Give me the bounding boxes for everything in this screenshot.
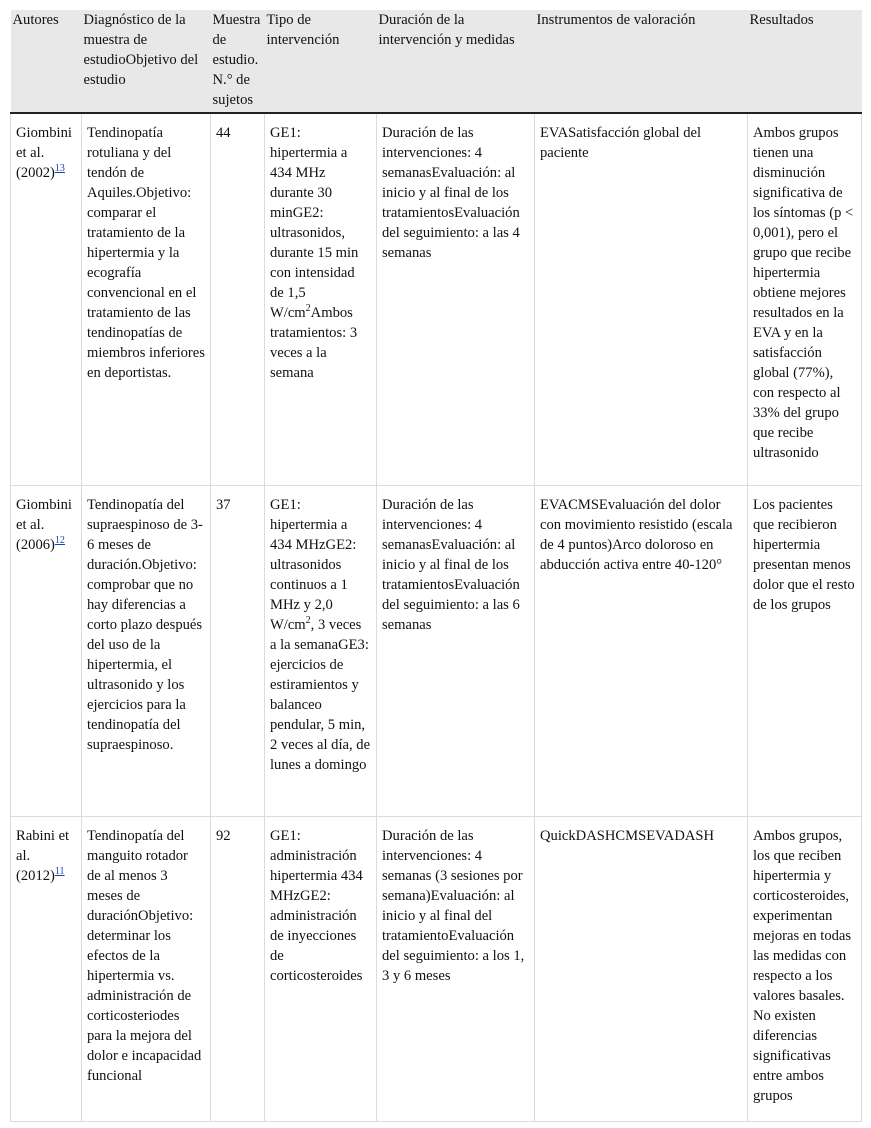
cell-diagnostico: Tendinopatía del supraespinoso de 3-6 meses de duración.Objetivo: comprobar que no hay diferencias a corto plazo después del uso de la hipertermia, el ultrasonido y los ejercicios para la tendinopatía del supraespinoso. xyxy=(82,486,211,817)
reference-link[interactable]: 11 xyxy=(54,866,65,878)
cell-resultados: Ambos grupos tienen una disminución significativa de los síntomas (p < 0,001), pero el grupo que recibe hipertermia obtiene mejores resultados en la EVA y en la satisfacción global (77%), con respecto al 33% del grupo que recibe ultrasonido xyxy=(748,113,862,486)
cell-duracion: Duración de las intervenciones: 4 semanasEvaluación: al inicio y al final de los tratamientosEvaluación del seguimiento: a las 6 semanas xyxy=(377,486,535,817)
intervention-text: GE1: hipertermia a 434 MHz durante 30 minGE2: ultrasonidos, durante 15 min con intensidad de 1,5 W/cm xyxy=(270,125,359,321)
authors-text: Giombini et al. (2006) xyxy=(16,497,72,553)
cell-muestra: 92 xyxy=(211,817,265,1122)
superscript: 2 xyxy=(305,303,311,315)
superscript: 2 xyxy=(305,615,311,627)
header-instrumentos: Instrumentos de valoración xyxy=(535,10,748,113)
header-muestra: Muestra de estudio. N.° de sujetos xyxy=(211,10,265,113)
header-duracion: Duración de la intervención y medidas xyxy=(377,10,535,113)
table-header-row xyxy=(11,10,862,113)
intervention-text: GE1: hipertermia a 434 MHzGE2: ultrasonidos continuos a 1 MHz y 2,0 W/cm xyxy=(270,497,357,633)
header-resultados: Resultados xyxy=(748,10,862,113)
cell-muestra: 37 xyxy=(211,486,265,817)
intervention-text-cont: Ambos tratamientos: 3 veces a la semana xyxy=(270,305,358,381)
authors-text: Giombini et al. (2002) xyxy=(16,125,72,181)
cell-tipo xyxy=(265,486,377,817)
header-autores: Autores xyxy=(11,10,82,113)
studies-table-container xyxy=(10,10,861,1122)
intervention-text-cont: , 3 veces a la semanaGE3: ejercicios de estiramientos y balanceo pendular, 5 min, 2 veces al día, de lunes a domingo xyxy=(270,617,371,773)
reference-link[interactable]: 13 xyxy=(54,163,65,175)
header-diagnostico: Diagnóstico de la muestra de estudioObjetivo del estudio xyxy=(82,10,211,113)
studies-table xyxy=(10,10,862,1122)
header-tipo: Tipo de intervención xyxy=(265,10,377,113)
cell-autores xyxy=(11,113,82,486)
cell-resultados: Ambos grupos, los que reciben hipertermia y corticosteroides, experimentan mejoras en todas las medidas con respecto a los valores basales. No existen diferencias significativas entre ambos grupos xyxy=(748,817,862,1122)
cell-instrumentos: EVACMSEvaluación del dolor con movimiento resistido (escala de 4 puntos)Arco doloroso en abducción activa entre 40-120° xyxy=(535,486,748,817)
cell-tipo xyxy=(265,113,377,486)
table-row xyxy=(11,486,862,817)
intervention-text: GE1: administración hipertermia 434 MHzGE2: administración de inyecciones de corticosteroides xyxy=(270,828,363,984)
authors-text: Rabini et al. (2012) xyxy=(16,828,70,884)
cell-instrumentos: QuickDASHCMSEVADASH xyxy=(535,817,748,1122)
cell-tipo xyxy=(265,817,377,1122)
table-row xyxy=(11,113,862,486)
cell-diagnostico: Tendinopatía rotuliana y del tendón de Aquiles.Objetivo: comparar el tratamiento de la hipertermia y la ecografía convencional en el tratamiento de las tendinopatías de miembros inferiores en deportistas. xyxy=(82,113,211,486)
cell-autores xyxy=(11,817,82,1122)
cell-autores xyxy=(11,486,82,817)
cell-duracion: Duración de las intervenciones: 4 semanasEvaluación: al inicio y al final de los tratamientosEvaluación del seguimiento: a las 4 semanas xyxy=(377,113,535,486)
reference-link[interactable]: 12 xyxy=(54,535,65,547)
cell-instrumentos: EVASatisfacción global del paciente xyxy=(535,113,748,486)
cell-muestra: 44 xyxy=(211,113,265,486)
cell-resultados: Los pacientes que recibieron hipertermia presentan menos dolor que el resto de los grupos xyxy=(748,486,862,817)
cell-duracion: Duración de las intervenciones: 4 semanas (3 sesiones por semana)Evaluación: al inicio y al final del tratamientoEvaluación del seguimiento: a los 1, 3 y 6 meses xyxy=(377,817,535,1122)
table-row xyxy=(11,817,862,1122)
cell-diagnostico: Tendinopatía del manguito rotador de al menos 3 meses de duraciónObjetivo: determinar los efectos de la hipertermia vs. administración de corticosteriodes para la mejora del dolor e incapacidad funcional xyxy=(82,817,211,1122)
